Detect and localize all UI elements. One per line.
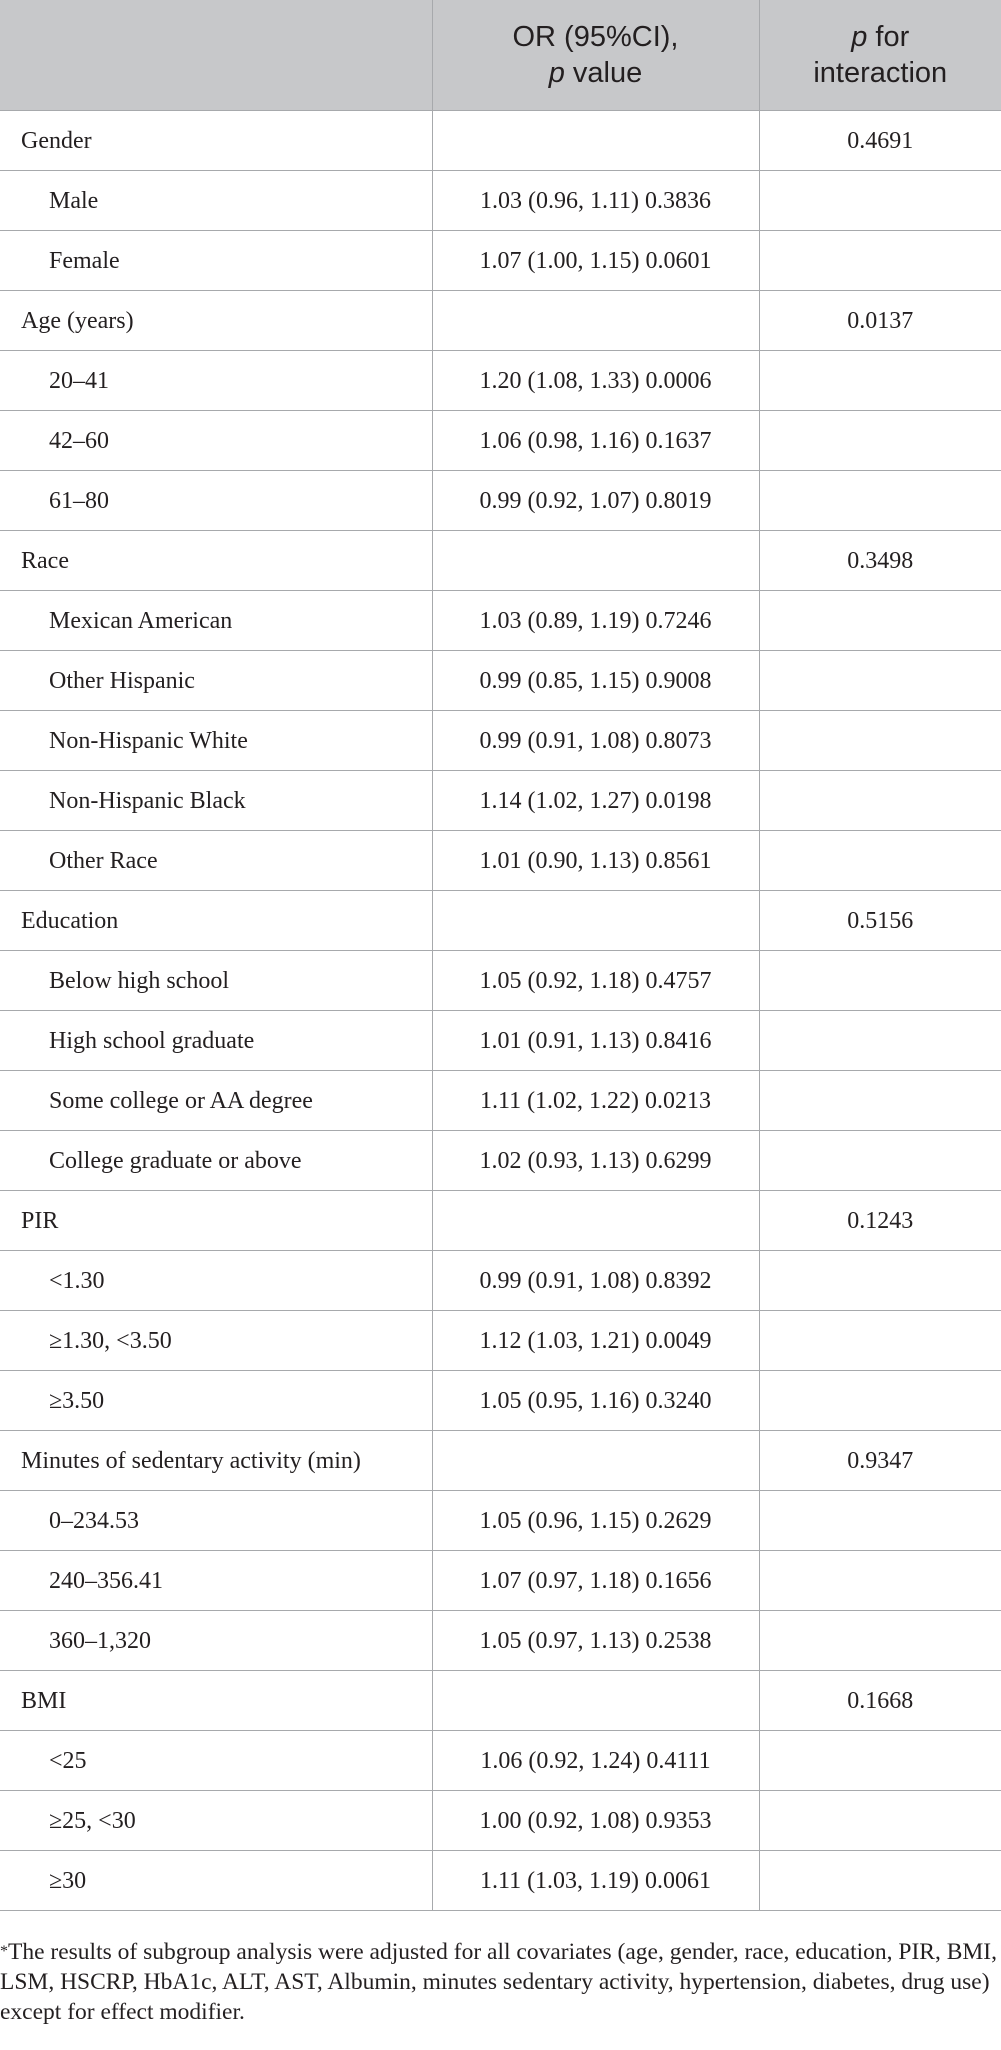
- p-interaction-cell: [759, 651, 1001, 711]
- header-pint-italic: p: [851, 21, 868, 53]
- or-ci-p-value-cell: 1.00 (0.92, 1.08) 0.9353: [432, 1791, 759, 1851]
- p-interaction-cell: [759, 1071, 1001, 1131]
- or-ci-p-value-cell: 1.12 (1.03, 1.21) 0.0049: [432, 1311, 759, 1371]
- p-interaction-cell: [759, 1131, 1001, 1191]
- table-row-category: [0, 1431, 1001, 1491]
- or-ci-p-value-cell: 0.99 (0.85, 1.15) 0.9008: [432, 651, 759, 711]
- or-ci-p-value-cell: 1.20 (1.08, 1.33) 0.0006: [432, 351, 759, 411]
- subgroup-label: ≥25, <30: [0, 1791, 432, 1851]
- or-ci-p-value-cell: [432, 1431, 759, 1491]
- subgroup-label: 42–60: [0, 411, 432, 471]
- subgroup-label: College graduate or above: [0, 1131, 432, 1191]
- or-ci-p-value-cell: 1.11 (1.02, 1.22) 0.0213: [432, 1071, 759, 1131]
- or-ci-p-value-cell: 1.05 (0.97, 1.13) 0.2538: [432, 1611, 759, 1671]
- or-ci-p-value-cell: 1.05 (0.92, 1.18) 0.4757: [432, 951, 759, 1011]
- category-label: PIR: [0, 1191, 432, 1251]
- p-interaction-cell: [759, 1851, 1001, 1911]
- table-row-subgroup: [0, 1551, 1001, 1611]
- header-or-ci-p-value: [432, 0, 759, 111]
- or-ci-p-value-cell: 1.06 (0.98, 1.16) 0.1637: [432, 411, 759, 471]
- table-row-subgroup: [0, 411, 1001, 471]
- p-interaction-cell: [759, 711, 1001, 771]
- header-value-text: value: [564, 57, 643, 89]
- p-interaction-cell: [759, 411, 1001, 471]
- table-row-subgroup: [0, 951, 1001, 1011]
- p-interaction-cell: 0.1668: [759, 1671, 1001, 1731]
- table-row-subgroup: [0, 1311, 1001, 1371]
- table-row-subgroup: [0, 1491, 1001, 1551]
- p-interaction-cell: [759, 1731, 1001, 1791]
- subgroup-label: <1.30: [0, 1251, 432, 1311]
- table-row-subgroup: [0, 1611, 1001, 1671]
- table-row-category: [0, 1671, 1001, 1731]
- p-interaction-cell: [759, 231, 1001, 291]
- subgroup-label: ≥30: [0, 1851, 432, 1911]
- table-footnote: [0, 1937, 1001, 2027]
- p-interaction-cell: [759, 1551, 1001, 1611]
- p-interaction-cell: 0.1243: [759, 1191, 1001, 1251]
- p-interaction-cell: [759, 831, 1001, 891]
- p-interaction-cell: [759, 591, 1001, 651]
- subgroup-label: Male: [0, 171, 432, 231]
- p-interaction-cell: [759, 1371, 1001, 1431]
- subgroup-label: 360–1,320: [0, 1611, 432, 1671]
- subgroup-label: ≥3.50: [0, 1371, 432, 1431]
- table-row-subgroup: [0, 1851, 1001, 1911]
- or-ci-p-value-cell: [432, 531, 759, 591]
- p-interaction-cell: [759, 471, 1001, 531]
- table-row-subgroup: [0, 651, 1001, 711]
- table-row-category: [0, 111, 1001, 171]
- table-header: [0, 0, 1001, 111]
- table-row-subgroup: [0, 1251, 1001, 1311]
- p-interaction-cell: 0.5156: [759, 891, 1001, 951]
- or-ci-p-value-cell: 1.07 (1.00, 1.15) 0.0601: [432, 231, 759, 291]
- subgroup-label: Other Race: [0, 831, 432, 891]
- or-ci-p-value-cell: 1.05 (0.95, 1.16) 0.3240: [432, 1371, 759, 1431]
- category-label: Education: [0, 891, 432, 951]
- subgroup-label: 240–356.41: [0, 1551, 432, 1611]
- subgroup-label: 20–41: [0, 351, 432, 411]
- or-ci-p-value-cell: 1.05 (0.96, 1.15) 0.2629: [432, 1491, 759, 1551]
- table-row-subgroup: [0, 1371, 1001, 1431]
- p-interaction-cell: [759, 171, 1001, 231]
- or-ci-p-value-cell: 0.99 (0.91, 1.08) 0.8073: [432, 711, 759, 771]
- subgroup-label: Some college or AA degree: [0, 1071, 432, 1131]
- subgroup-label: Female: [0, 231, 432, 291]
- subgroup-label: High school graduate: [0, 1011, 432, 1071]
- p-interaction-cell: 0.3498: [759, 531, 1001, 591]
- p-interaction-cell: [759, 1311, 1001, 1371]
- table-row-subgroup: [0, 351, 1001, 411]
- header-pint-line1: [768, 19, 994, 55]
- table-row-subgroup: [0, 231, 1001, 291]
- table-row-subgroup: [0, 1791, 1001, 1851]
- header-pint-line2: interaction: [813, 57, 948, 89]
- footnote-text: The results of subgroup analysis were adjusted for all covariates (age, gender, race, education, PIR, BMI, LSM, HSCRP, HbA1c, ALT, AST, Albumin, minutes sedentary activity, hypertension, diabetes, drug use) except for effect modifier.: [0, 1939, 997, 2025]
- p-interaction-cell: 0.0137: [759, 291, 1001, 351]
- subgroup-label: 61–80: [0, 471, 432, 531]
- subgroup-label: Non-Hispanic White: [0, 711, 432, 771]
- table-row-subgroup: [0, 771, 1001, 831]
- subgroup-label: Mexican American: [0, 591, 432, 651]
- footnote-marker: *: [0, 1943, 8, 1960]
- or-ci-p-value-cell: 1.06 (0.92, 1.24) 0.4111: [432, 1731, 759, 1791]
- or-ci-p-value-cell: 1.01 (0.90, 1.13) 0.8561: [432, 831, 759, 891]
- header-row: [0, 0, 1001, 111]
- p-interaction-cell: [759, 771, 1001, 831]
- or-ci-p-value-cell: 1.03 (0.89, 1.19) 0.7246: [432, 591, 759, 651]
- header-or-line1: OR (95%CI),: [512, 21, 679, 53]
- p-interaction-cell: [759, 951, 1001, 1011]
- header-p-italic: p: [548, 57, 565, 89]
- subgroup-label: Non-Hispanic Black: [0, 771, 432, 831]
- header-p-for-interaction: [759, 0, 1001, 111]
- p-interaction-cell: [759, 1611, 1001, 1671]
- subgroup-label: Other Hispanic: [0, 651, 432, 711]
- category-label: Minutes of sedentary activity (min): [0, 1431, 432, 1491]
- header-or-line2: [441, 55, 751, 91]
- subgroup-label: ≥1.30, <3.50: [0, 1311, 432, 1371]
- or-ci-p-value-cell: [432, 891, 759, 951]
- table-row-subgroup: [0, 831, 1001, 891]
- table-row-category: [0, 291, 1001, 351]
- or-ci-p-value-cell: [432, 291, 759, 351]
- or-ci-p-value-cell: 0.99 (0.91, 1.08) 0.8392: [432, 1251, 759, 1311]
- or-ci-p-value-cell: [432, 1191, 759, 1251]
- or-ci-p-value-cell: 0.99 (0.92, 1.07) 0.8019: [432, 471, 759, 531]
- p-interaction-cell: 0.4691: [759, 111, 1001, 171]
- header-subgroup: [0, 0, 432, 111]
- table-row-category: [0, 1191, 1001, 1251]
- table-row-subgroup: [0, 1071, 1001, 1131]
- or-ci-p-value-cell: 1.03 (0.96, 1.11) 0.3836: [432, 171, 759, 231]
- subgroup-label: 0–234.53: [0, 1491, 432, 1551]
- table-row-subgroup: [0, 1731, 1001, 1791]
- table-row-category: [0, 531, 1001, 591]
- table-row-category: [0, 891, 1001, 951]
- p-interaction-cell: 0.9347: [759, 1431, 1001, 1491]
- category-label: Age (years): [0, 291, 432, 351]
- p-interaction-cell: [759, 1251, 1001, 1311]
- table-row-subgroup: [0, 471, 1001, 531]
- p-interaction-cell: [759, 1491, 1001, 1551]
- subgroup-label: Below high school: [0, 951, 432, 1011]
- or-ci-p-value-cell: 1.14 (1.02, 1.27) 0.0198: [432, 771, 759, 831]
- or-ci-p-value-cell: [432, 111, 759, 171]
- table-body: [0, 111, 1001, 1911]
- or-ci-p-value-cell: 1.07 (0.97, 1.18) 0.1656: [432, 1551, 759, 1611]
- p-interaction-cell: [759, 351, 1001, 411]
- header-for-text: for: [867, 21, 910, 53]
- category-label: Gender: [0, 111, 432, 171]
- table-row-subgroup: [0, 591, 1001, 651]
- table-row-subgroup: [0, 1011, 1001, 1071]
- subgroup-label: <25: [0, 1731, 432, 1791]
- table-row-subgroup: [0, 711, 1001, 771]
- table-row-subgroup: [0, 1131, 1001, 1191]
- p-interaction-cell: [759, 1011, 1001, 1071]
- or-ci-p-value-cell: 1.02 (0.93, 1.13) 0.6299: [432, 1131, 759, 1191]
- or-ci-p-value-cell: 1.01 (0.91, 1.13) 0.8416: [432, 1011, 759, 1071]
- or-ci-p-value-cell: 1.11 (1.03, 1.19) 0.0061: [432, 1851, 759, 1911]
- category-label: BMI: [0, 1671, 432, 1731]
- p-interaction-cell: [759, 1791, 1001, 1851]
- table-row-subgroup: [0, 171, 1001, 231]
- or-ci-p-value-cell: [432, 1671, 759, 1731]
- category-label: Race: [0, 531, 432, 591]
